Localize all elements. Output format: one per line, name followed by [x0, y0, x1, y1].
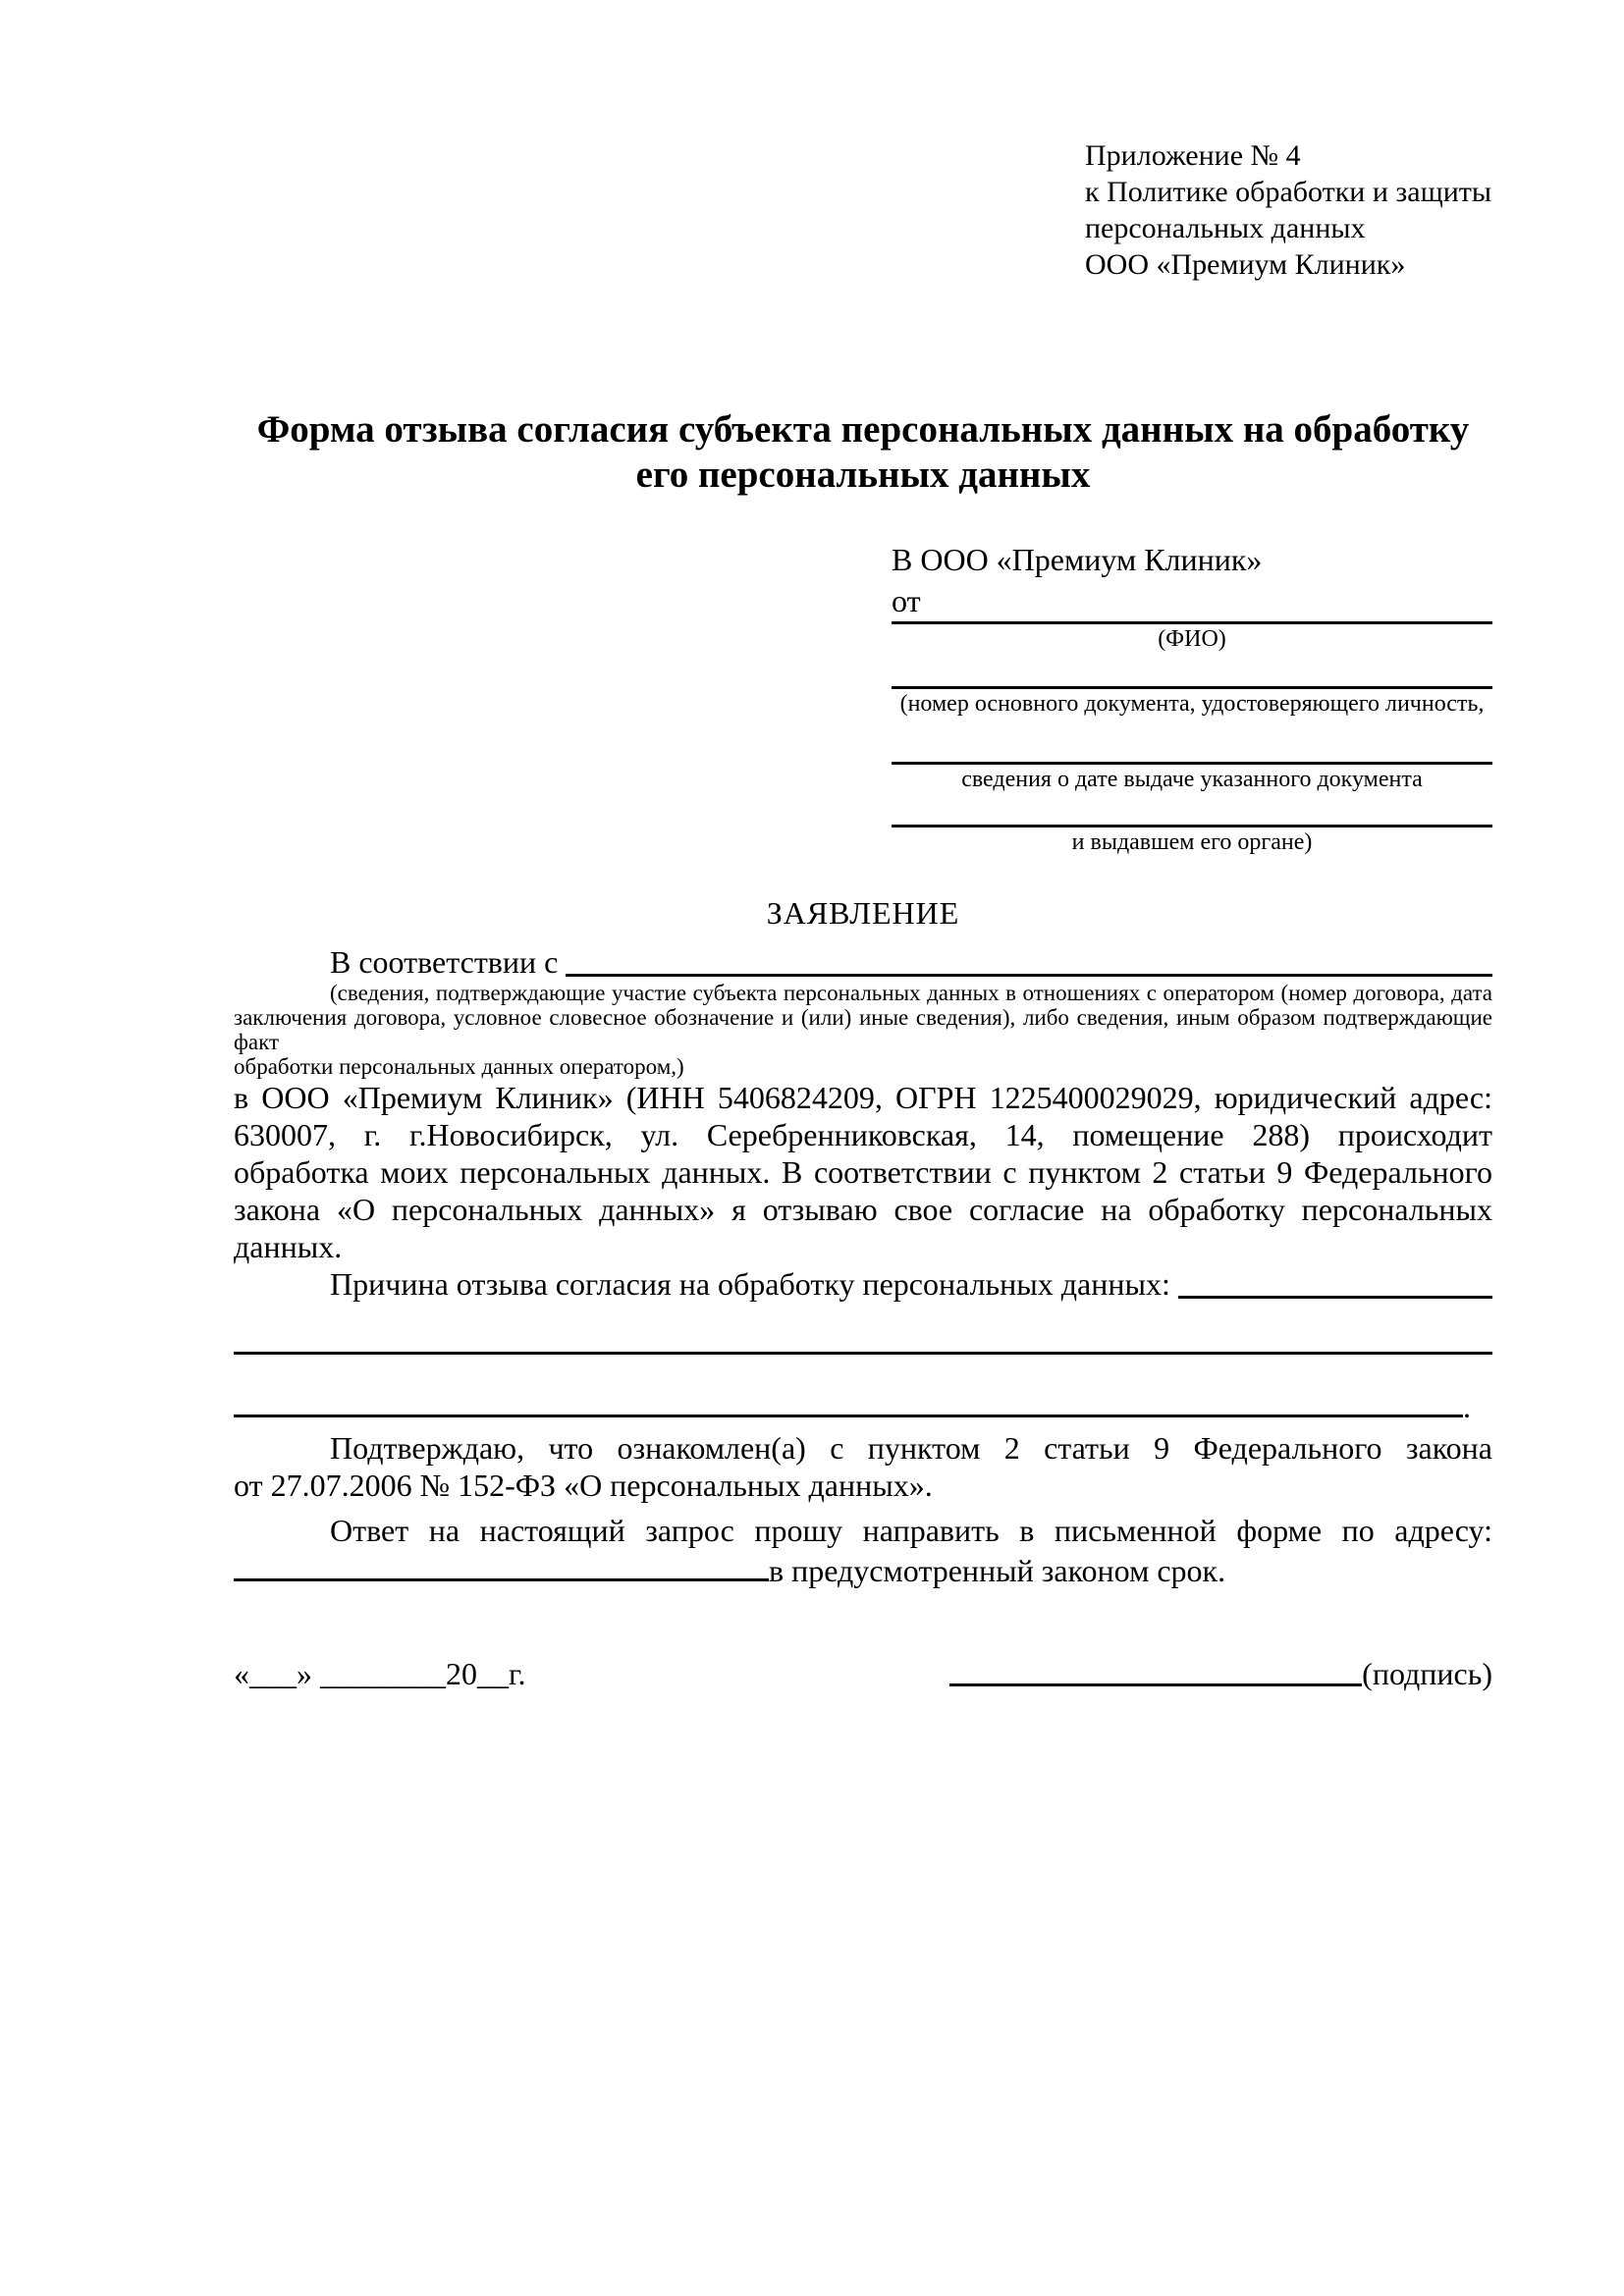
signature-caption: (подпись): [1362, 1656, 1492, 1691]
appendix-line: ООО «Премиум Клиник»: [1085, 248, 1406, 281]
addressee-block: [892, 539, 1492, 857]
appendix-line: персональных данных: [1085, 212, 1366, 244]
confirmation-paragraph: [234, 1429, 1492, 1504]
reply-paragraph: [234, 1512, 1492, 1589]
confirmation-line: от 27.07.2006 № 152-ФЗ «О персональных данных».: [234, 1468, 933, 1503]
issue-date-caption: сведения о дате выдаче указанного документа: [961, 767, 1423, 792]
fio-caption: (ФИО): [1158, 626, 1226, 652]
explanatory-note: [234, 981, 1492, 1079]
reply-line: [234, 1549, 1492, 1589]
body-paragraph: [234, 1079, 1492, 1265]
body-line: данных.: [234, 1229, 343, 1264]
reply-address-fill-line: [234, 1549, 769, 1581]
body-line: в ООО «Премиум Клиник» (ИНН 5406824209, ОГРН 1225400029029, юридический адрес:: [234, 1080, 1492, 1115]
appendix-block: [1085, 137, 1492, 283]
reason-fill-line: [1178, 1265, 1492, 1299]
addressee-organization: В ООО «Премиум Клиник»: [892, 542, 1263, 577]
reply-line-suffix: в предусмотренный законом срок.: [769, 1553, 1226, 1588]
intro-fill-line: [566, 943, 1492, 977]
reason-label: Причина отзыва согласия на обработку персональных данных:: [330, 1266, 1170, 1302]
reason-line: [234, 1265, 1492, 1303]
document-title: [234, 407, 1492, 498]
document-title-line: Форма отзыва согласия субъекта персональных данных на обработку: [256, 408, 1470, 451]
reason-blank-line-1: [234, 1352, 1492, 1355]
footer-row: [234, 1654, 1492, 1693]
issuing-authority-caption: и выдавшем его органе): [1071, 829, 1313, 855]
statement-heading: ЗАЯВЛЕНИЕ: [766, 895, 960, 931]
intro-prefix: В соответствии с: [330, 944, 559, 980]
reason-blank-line-2-rule: [234, 1385, 1463, 1417]
body-line: обработка моих персональных данных. В соответствии с пунктом 2 статьи 9 Федерального: [234, 1154, 1492, 1190]
blank-line-terminator: .: [1463, 1389, 1471, 1424]
reason-blank-line-2: [234, 1385, 1492, 1423]
confirmation-line: Подтверждаю, что ознакомлен(а) с пунктом 2 статьи 9 Федерального закона: [330, 1430, 1492, 1466]
body-line: закона «О персональных данных» я отзываю свое согласие на обработку персональных: [234, 1192, 1492, 1227]
date-line: «___» ________20__г.: [234, 1656, 526, 1691]
document-number-caption: (номер основного документа, удостоверяющего личность,: [899, 691, 1485, 717]
body-line: 630007, г. г.Новосибирск, ул. Серебренниковская, 14, помещение 288) происходит: [234, 1117, 1492, 1152]
appendix-line: Приложение № 4: [1085, 139, 1301, 172]
document-title-line: его персональных данных: [635, 454, 1091, 496]
note-line: заключения договора, условное словесное обозначение и (или) иные сведения), либо сведения, иным образом подтверждающие факт: [234, 1005, 1492, 1054]
note-line: (сведения, подтверждающие участие субъекта персональных данных в отношениях с оператором (номер договора, дата: [330, 981, 1492, 1005]
note-line: обработки персональных данных оператором,): [234, 1054, 684, 1079]
reply-line: Ответ на настоящий запрос прошу направить в письменной форме по адресу:: [330, 1513, 1492, 1548]
intro-line: [234, 943, 1492, 981]
signature-fill-line: [949, 1683, 1362, 1686]
signature-area: [949, 1654, 1492, 1693]
addressee-from-label: от: [892, 583, 921, 618]
appendix-line: к Политике обработки и защиты: [1085, 176, 1492, 208]
